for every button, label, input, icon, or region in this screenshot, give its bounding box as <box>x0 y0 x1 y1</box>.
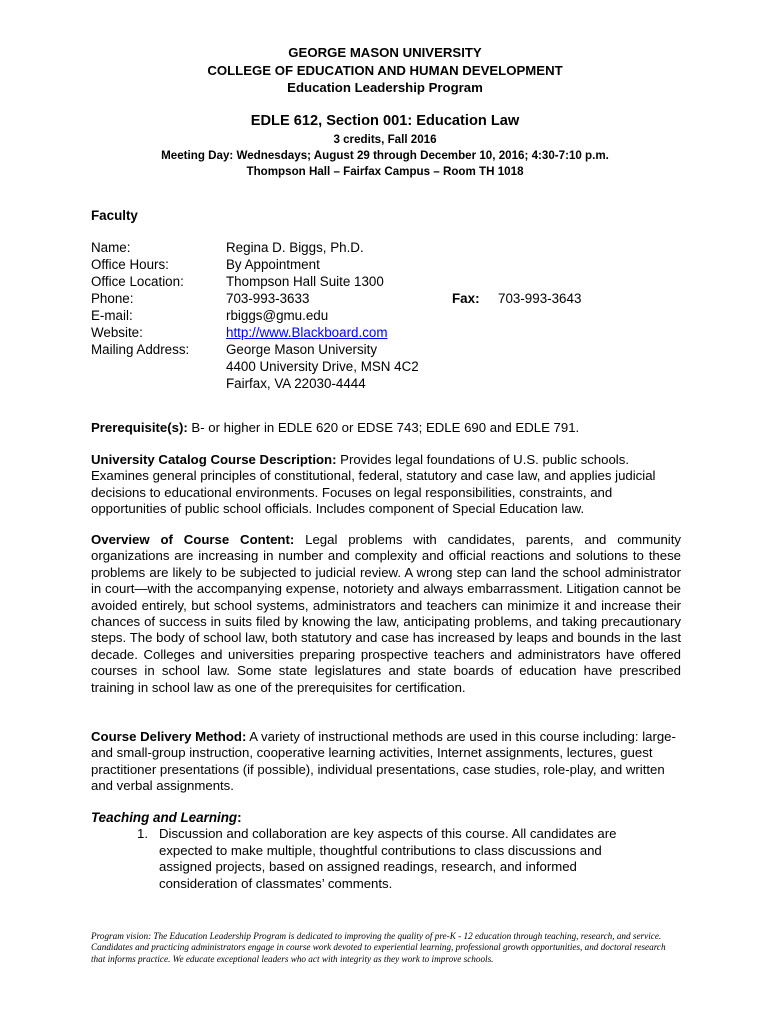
label-office-hours: Office Hours: <box>91 257 169 272</box>
catalog-label: University Catalog Course Description: <box>91 452 337 467</box>
teaching-list <box>137 826 647 892</box>
label-mailing-address: Mailing Address: <box>91 342 190 357</box>
label-website: Website: <box>91 325 143 340</box>
label-fax: Fax: <box>452 291 480 306</box>
teaching-label: Teaching and Learning <box>91 810 238 825</box>
website-link[interactable]: http://www.Blackboard.com <box>226 325 388 340</box>
value-mailing-line-3: Fairfax, VA 22030-4444 <box>226 376 366 391</box>
catalog-text: Provides legal foundations of U.S. public schools. Examines general principles of constitutional, federal, statutory and case law, and applies judicial decisions to educational environments. Focuses on legal responsibilities, constraints, and opportunities of public school officials. Includes component of Special Education law. <box>91 452 656 517</box>
course-overview <box>91 532 681 696</box>
value-email: rbiggs@gmu.edu <box>226 308 329 323</box>
label-email: E-mail: <box>91 308 133 323</box>
list-item-text: Discussion and collaboration are key aspects of this course. All candidates are expected to make multiple, thoughtful contributions to class discussions and assigned projects, based on assigned readings, research, and informed consideration of classmates’ comments. <box>159 826 617 891</box>
teaching-colon: : <box>237 810 242 825</box>
delivery-label: Course Delivery Method: <box>91 729 247 744</box>
label-office-location: Office Location: <box>91 274 184 289</box>
list-item-number: 1. <box>137 826 148 841</box>
overview-text: Legal problems with candidates, parents, and community organizations are increasing in number and complexity and official reactions and solutions to these problems are likely to be subjected to judicial review. A wrong step can land the school administrator in court—with the accompanying expense, notoriety and always embarrassment. Litigation cannot be avoided entirely, but school systems, administrators and teachers can minimize it and increase their chances of success in suits filed by knowing the law, anticipating problems, and taking precautionary steps. The body of school law, both statutory and case has increased by leaps and bounds in the last decade. Colleges and universities preparing prospective teachers and administrators have offered courses in school law. Some state legislatures and state boards of education have prescribed training in school law as one of the prerequisites for certification. <box>91 532 681 695</box>
label-phone: Phone: <box>91 291 134 306</box>
prereq-text: B- or higher in EDLE 620 or EDSE 743; EDLE 690 and EDLE 791. <box>187 420 580 435</box>
program-vision-footer: Program vision: The Education Leadership Program is dedicated to improving the quality of pre-K - 12 education through teaching, research, and service. Candidates and practicing administrators engage in course work devoted to experiential learning, professional growth opportunities, and doctoral research that informs practice. We educate exceptional leaders who act with integrity as they work to improve schools. <box>91 931 666 964</box>
value-phone: 703-993-3633 <box>226 291 310 306</box>
college-name: COLLEGE OF EDUCATION AND HUMAN DEVELOPMENT <box>207 63 563 78</box>
prerequisites <box>91 420 681 436</box>
course-credits: 3 credits, Fall 2016 <box>333 133 437 146</box>
teaching-heading <box>91 810 242 825</box>
course-name: Education Law <box>416 113 520 129</box>
value-name: Regina D. Biggs, Ph.D. <box>226 240 364 255</box>
value-fax: 703-993-3643 <box>498 291 582 306</box>
faculty-heading: Faculty <box>91 208 138 223</box>
university-name: GEORGE MASON UNIVERSITY <box>288 45 482 60</box>
value-mailing-line-2: 4400 University Drive, MSN 4C2 <box>226 359 419 374</box>
overview-label: Overview of Course Content: <box>91 532 295 547</box>
value-mailing-line-1: George Mason University <box>226 342 378 357</box>
program-name: Education Leadership Program <box>287 80 483 95</box>
course-title <box>0 112 770 130</box>
list-item <box>137 826 647 892</box>
course-code: EDLE 612, Section 001: <box>250 113 413 129</box>
meeting-info: Meeting Day: Wednesdays; August 29 through December 10, 2016; 4:30-7:10 p.m. <box>161 149 609 162</box>
catalog-description <box>91 452 681 518</box>
meeting-location: Thompson Hall – Fairfax Campus – Room TH 1018 <box>246 165 524 178</box>
course-delivery <box>91 729 681 795</box>
label-name: Name: <box>91 240 131 255</box>
value-office-hours: By Appointment <box>226 257 320 272</box>
prereq-label: Prerequisite(s): <box>91 420 188 435</box>
value-office-location: Thompson Hall Suite 1300 <box>226 274 384 289</box>
delivery-text: A variety of instructional methods are used in this course including: large-and small-group instruction, cooperative learning activities, Internet assignments, lectures, guest practitioner presentations (if possible), individual presentations, case studies, role-play, and written and verbal assignments. <box>91 729 676 794</box>
